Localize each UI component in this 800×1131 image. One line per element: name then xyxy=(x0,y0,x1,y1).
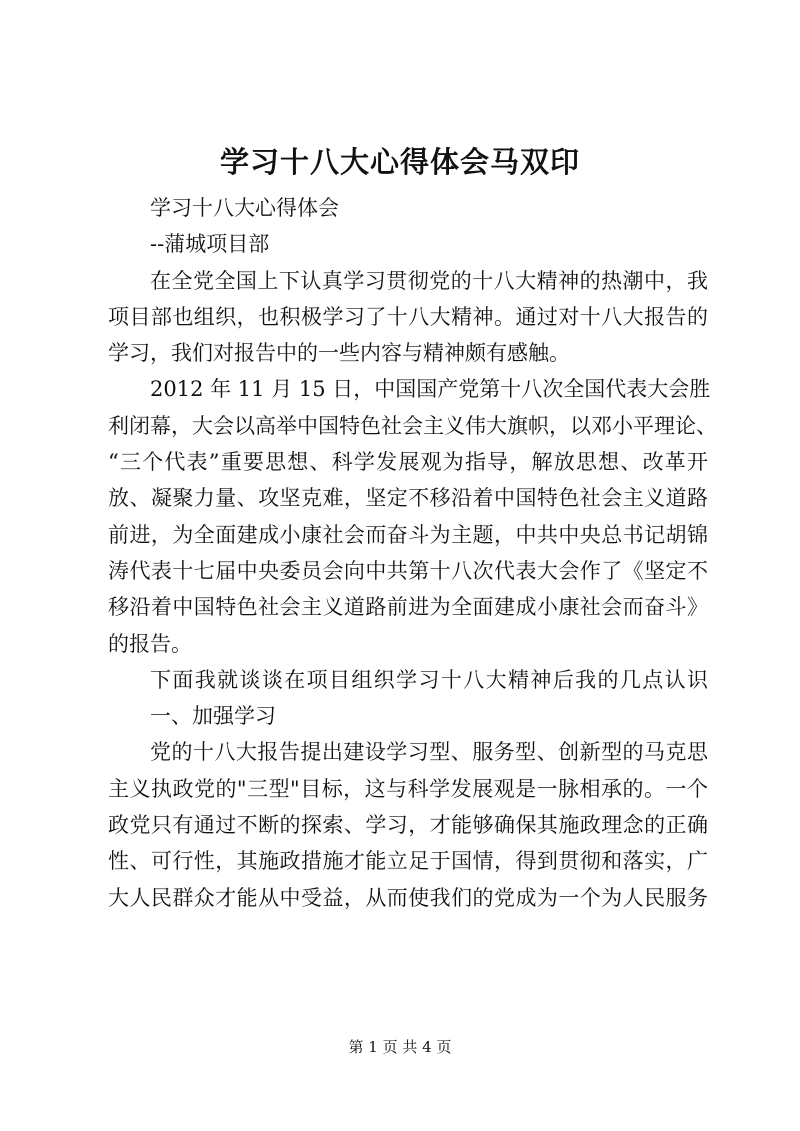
paragraph-line: 利闭幕，大会以高举中国特色社会主义伟大旗帜，以邓小平理论、 xyxy=(108,413,717,438)
paragraph-line: 的报告。 xyxy=(108,631,192,656)
paragraph-line: 放、凝聚力量、攻坚克难，坚定不移沿着中国特色社会主义道路 xyxy=(108,486,708,511)
paragraph-line: 下面我就谈谈在项目组织学习十八大精神后我的几点认识 xyxy=(150,667,708,692)
paragraph-line: 前进，为全面建成小康社会而奋斗为主题，中共中央总书记胡锦 xyxy=(108,522,708,547)
paragraph-line: 在全党全国上下认真学习贯彻党的十八大精神的热潮中，我 xyxy=(150,268,708,293)
paragraph-line: 2012 年 11 月 15 日，中国国产党第十八次全国代表大会胜 xyxy=(150,377,711,402)
paragraph-line: “三个代表”重要思想、科学发展观为指导，解放思想、改革开 xyxy=(108,450,708,475)
author-line: --蒲城项目部 xyxy=(150,232,270,257)
paragraph-line: 移沿着中国特色社会主义道路前进为全面建成小康社会而奋斗》 xyxy=(108,595,708,620)
paragraph-line: 政党只有通过不断的探索、学习，才能够确保其施政理念的正确 xyxy=(108,813,708,838)
paragraph-line: 主义执政党的"三型"目标，这与科学发展观是一脉相承的。一个 xyxy=(108,776,708,801)
page-indicator: 第 1 页 共 4 页 xyxy=(348,1038,452,1056)
paragraph-line: 党的十八大报告提出建设学习型、服务型、创新型的马克思 xyxy=(150,740,708,765)
paragraph-line: 性、可行性，其施政措施才能立足于国情，得到贯彻和落实，广 xyxy=(108,849,708,874)
subtitle: 学习十八大心得体会 xyxy=(150,196,339,220)
paragraph-line: 学习，我们对报告中的一些内容与精神颇有感触。 xyxy=(108,341,570,366)
paragraph-line: 大人民群众才能从中受益，从而使我们的党成为一个为人民服务 xyxy=(108,885,708,910)
document-title: 学习十八大心得体会马双印 xyxy=(219,145,580,179)
document-body xyxy=(108,190,717,916)
paragraph-line: 项目部也组织，也积极学习了十八大精神。通过对十八大报告的 xyxy=(108,304,708,329)
section-heading: 一、加强学习 xyxy=(150,704,276,729)
paragraph-line: 涛代表十七届中央委员会向中共第十八次代表大会作了《坚定不 xyxy=(108,558,708,583)
